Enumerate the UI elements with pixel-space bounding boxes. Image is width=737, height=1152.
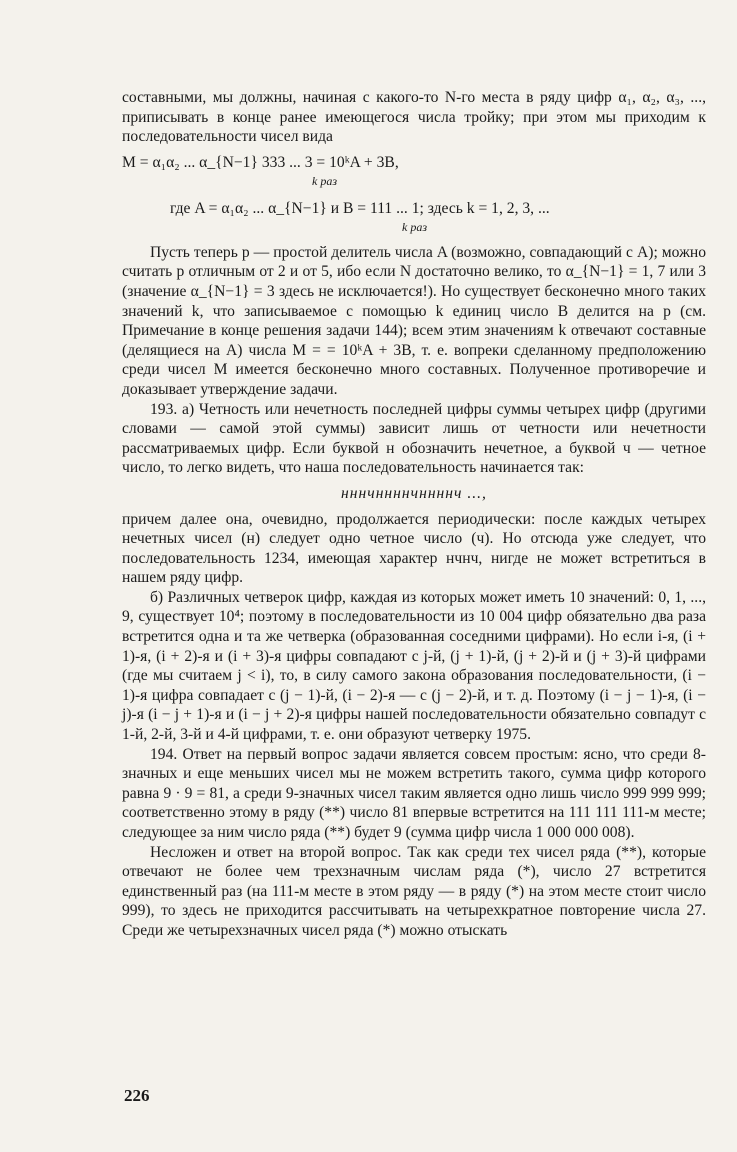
paragraph: 193. а) Четность или нечетность последней цифры суммы четырех цифр (другими словами — самой этой суммы) зависит лишь от четности или нечетности рассматриваемых цифр. Если буквой н обозначить нечетное, а буквой ч — четное число, то легко видеть, что наша последовательность начинается так: xyxy=(122,400,706,477)
paragraph: Пусть теперь p — простой делитель числа A (возможно, совпадающий с A); можно считать p отличным от 2 и от 5, ибо если N достаточно велико, то α_{N−1} = 1, 7 или 3 (значение α_{N−1} = 3 здесь не исключается!). Но существует бесконечно много таких значений k, что записываемое с помощью k единиц число B делится на p (см. Примечание в конце решения задачи 144); всем этим значениям k отвечают составные (делящиеся на A) числа M = = 10ᵏA + 3B, т. е. вопреки сделанному предположению среди чисел M имеется бесконечно много составных. Полученное противоречие и доказывает утверждение задачи. xyxy=(122,243,706,398)
parity-pattern: нннчннннчннннч ..., xyxy=(341,484,487,502)
paragraph: б) Различных четверок цифр, каждая из которых может иметь 10 значений: 0, 1, ..., 9, существует 10⁴; поэтому в последовательности из 10 004 цифр обязательно два раза встретится одна и та же четверка (образованная соседними цифрами). Но если i-я, (i + 1)-я, (i + 2)-я и (i + 3)-я цифры совпадают с j-й, (j + 1)-й, (j + 2)-й и (j + 3)-й цифрами (где мы считаем j < i), то, в силу самого закона образования последовательности, (i − 1)-я цифра совпадает с (j − 1)-й, (i − 2)-я — с (j − 2)-й, и т. д. Поэтому (i − j − 1)-я, (i − j)-я (i − j + 1)-я и (i − j + 2)-я цифры нашей последовательности обязательно совпадут с 1-й, 2-й, 3-й и 4-й цифрами, т. е. они образуют четверку 1975. xyxy=(122,588,706,744)
formula-ab xyxy=(122,199,706,239)
formula-m xyxy=(122,153,706,193)
paragraph: Несложен и ответ на второй вопрос. Так как среди тех чисел ряда (**), которые отвечают не более чем трехзначным числам ряда (*), число 27 встретится единственный раз (на 111-м месте в этом ряду — в ряду (*) на этом месте стоит число 999), то здесь не приходится рассчитывать на четырехкратное повторение числа 27. Среди же четырехзначных чисел ряда (*) можно отыскать xyxy=(122,843,706,939)
formula-ab-brace-note: k раз xyxy=(402,220,428,235)
formula-ab-text: где A = α₁α₂ ... α_{N−1} и B = 111 ... 1; здесь k = 1, 2, 3, ... xyxy=(170,199,550,217)
page-number: 226 xyxy=(124,1086,150,1105)
text-block xyxy=(122,88,706,941)
paragraph: составными, мы должны, начиная с какого-то N-го места в ряду цифр α₁, α₂, α₃, ..., приписывать в конце ранее имеющегося числа тройку; при этом мы приходим к последовательности чисел вида xyxy=(122,89,706,146)
formula-m-text: M = α₁α₂ ... α_{N−1} 333 ... 3 = 10ᵏA + 3B, xyxy=(122,153,399,171)
formula-m-brace-note: k раз xyxy=(312,174,338,189)
paragraph: 194. Ответ на первый вопрос задачи является совсем простым: ясно, что среди 8-значных и еще меньших чисел мы не можем встретить такого, сумма цифр которого равна 9 · 9 = 81, а среди 9-значных чисел таким является одно лишь число 999 999 999; соответственно этому в ряду (**) число 81 впервые встретится на 111 111 111-м месте; следующее за ним число ряда (**) будет 9 (сумма цифр числа 1 000 000 008). xyxy=(122,745,706,841)
paragraph: причем далее она, очевидно, продолжается периодически: после каждых четырех нечетных чисел (н) следует одно четное число (ч). Но отсюда уже следует, что последовательность 1234, имеющая характер нчнч, нигде не может встретиться в нашем ряду цифр. xyxy=(122,510,706,587)
